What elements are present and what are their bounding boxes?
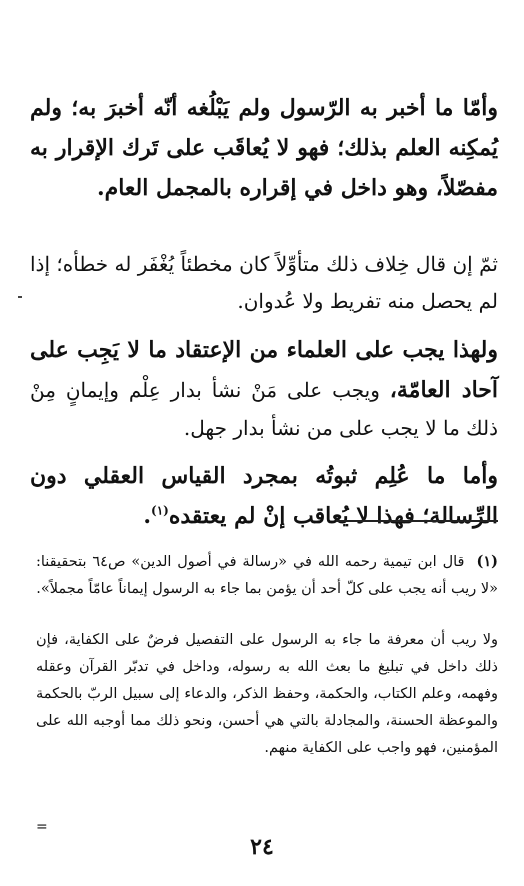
footnote-1-continuation-text: ولا ريب أن معرفة ما جاء به الرسول على التفصيل فرضٌ على الكفاية، فإن ذلك داخل في تبليغ ما بعث الله به رسوله، وداخل في تدبّر القرآن وعقله وفهمه، وعلم الكتاب، والحكمة، وحفظ الذكر، والدعاء إلى سبيل الربّ بالحكمة والموعظة الحسنة، والمجادلة بالتي هي أحسن، ونحو ذلك مما أوجبه الله على المؤمنين، فهو واجب على الكفاية منهم.	[36, 631, 498, 756]
margin-mark	[18, 296, 22, 298]
paragraph-2-text: ثمّ إن قال خِلاف ذلك متأوِّلاً كان مخطئاً يُغْفَر له خطأه؛ إذا لم يحصل منه تفريط ولا عُدوان.	[30, 252, 498, 313]
footnote-reference: (١)	[151, 503, 169, 518]
paragraph-4-text: وأما ما عُلِم ثبوتُه بمجرد القياس العقلي دون الرِّسالة؛ فهذا لا يُعاقب إنْ لم يعتقده	[30, 463, 498, 529]
footnote-separator	[336, 520, 498, 522]
footnote-1	[36, 548, 498, 603]
paragraph-3-text: ويجب على مَنْ نشأ بدار عِلْم وإيمانٍ مِنْ ذلك ما لا يجب على من نشأ بدار جهل.	[30, 378, 498, 440]
paragraph-4-period: .	[143, 503, 152, 529]
paragraph-3	[30, 330, 498, 447]
footnote-number: (١)	[476, 552, 499, 570]
paragraph-3-bold-text: ولهذا يجب على العلماء من الإعتقاد ما لا يَجِب على آحاد العامّة،	[30, 337, 498, 403]
paragraph-2	[30, 246, 498, 320]
paragraph-4	[30, 456, 498, 536]
paragraph-1-text: وأمّا ما أخبر به الرّسول ولم يَبْلُغه أنّه أخبرَ به؛ ولم يُمكِنه العلم بذلك؛ فهو لا يُعاقَب على تَرك الإقرار به مفصّلاً، وهو داخل في إقراره بالمجمل العام.	[30, 95, 498, 201]
footnote-1-text: قال ابن تيمية رحمه الله في «رسالة في أصول الدين» ص٦٤ بتحقيقنا: «لا ريب أنه يجب على كلّ أحد أن يؤمن بما جاء به الرسول إيماناً عامّاً مجملاً».	[36, 553, 498, 597]
footnote-1-continuation	[36, 627, 498, 762]
continuation-mark: =	[36, 819, 48, 835]
page-number: ٢٤	[250, 834, 274, 860]
paragraph-1	[30, 88, 498, 208]
